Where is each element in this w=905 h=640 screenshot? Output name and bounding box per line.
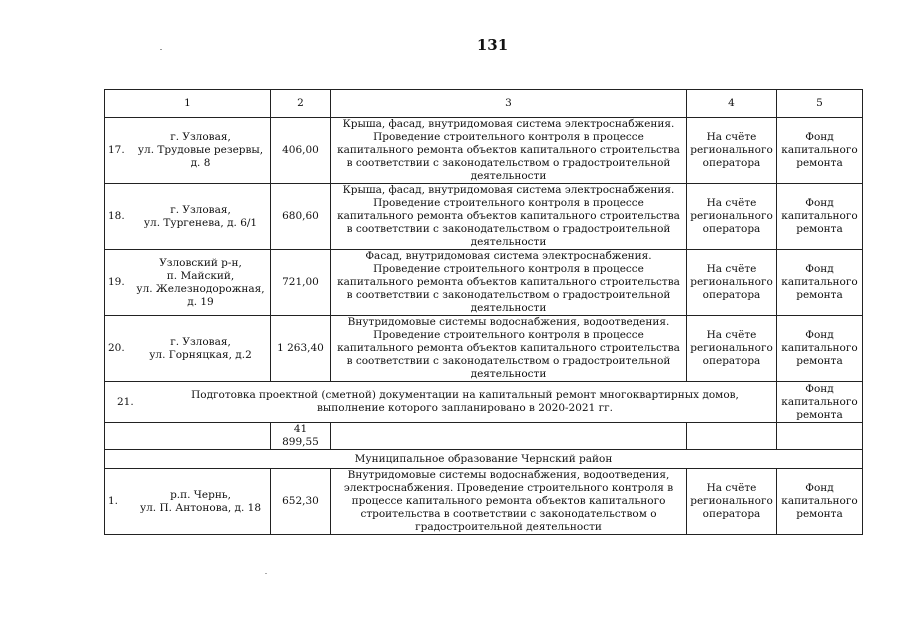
municipality-row xyxy=(105,450,863,469)
address-cell xyxy=(105,184,271,250)
fund-cell: Фонд капитального ремонта xyxy=(777,316,863,382)
works-cell: Крыша, фасад, внутридомовая система электроснабжения. Проведение строительного контроля в процессе капитального ремонта объектов капитального строительства в соответствии с законодательством о градостроительной деятельности xyxy=(331,118,687,184)
fund-cell: Фонд капитального ремонта xyxy=(777,184,863,250)
scan-speck xyxy=(265,573,267,574)
fund-cell: Фонд капитального ремонта xyxy=(777,382,863,423)
fund-cell: Фонд капитального ремонта xyxy=(777,118,863,184)
empty-cell xyxy=(331,423,687,450)
fund-cell: Фонд капитального ремонта xyxy=(777,250,863,316)
project-docs-text: Подготовка проектной (сметной) документации на капитальный ремонт многоквартирных домов, выполнение которого запланировано в 2020-2021 гг. xyxy=(191,389,739,414)
fund-cell: Фонд капитального ремонта xyxy=(777,469,863,535)
address-line: г. Узловая, xyxy=(170,131,231,143)
row-number: 17. xyxy=(108,144,125,156)
municipality-heading: Муниципальное образование Чернский район xyxy=(105,450,863,469)
column-number-header-row xyxy=(105,90,863,118)
table-row xyxy=(105,382,863,423)
address-cell xyxy=(105,250,271,316)
works-cell: Внутридомовые системы водоснабжения, водоотведения. Проведение строительного контроля в процессе капитального ремонта объектов капитального строительства в соответствии с законодательством о градостроительной деятельности xyxy=(331,316,687,382)
address-line: Узловский р-н, xyxy=(159,256,242,269)
address-line: г. Узловая, xyxy=(170,203,231,216)
project-docs-cell xyxy=(105,382,777,423)
empty-cell xyxy=(777,423,863,450)
account-cell: На счёте регионального оператора xyxy=(687,469,777,535)
address-line: п. Майский, xyxy=(166,269,235,282)
column-header-2: 2 xyxy=(271,90,331,118)
table-row xyxy=(105,118,863,184)
address-line: д. 8 xyxy=(190,157,211,169)
row-number: 20. xyxy=(108,342,125,354)
works-cell: Внутридомовые системы водоснабжения, водоотведения, электроснабжения. Проведение строительного контроля в процессе капитального ремонта объектов капитального строительства в соответствии с законодательством о градостроительной деятельности xyxy=(331,469,687,535)
page-number: 131 xyxy=(476,36,509,54)
account-cell: На счёте регионального оператора xyxy=(687,250,777,316)
works-cell: Фасад, внутридомовая система электроснабжения. Проведение строительного контроля в процессе капитального ремонта объектов капитального строительства в соответствии с законодательством о градостроительной деятельности xyxy=(331,250,687,316)
scan-speck xyxy=(160,49,162,50)
row-number: 19. xyxy=(108,276,125,288)
table-row xyxy=(105,316,863,382)
address-line: ул. Трудовые резервы, xyxy=(137,144,264,156)
address-cell xyxy=(105,118,271,184)
address-line: ул. П. Антонова, д. 18 xyxy=(139,501,262,514)
address-line: ул. Тургенева, д. 6/1 xyxy=(143,216,258,229)
table-row xyxy=(105,184,863,250)
total-label-cell xyxy=(105,423,271,450)
address-cell xyxy=(105,316,271,382)
total-row xyxy=(105,423,863,450)
column-header-4: 4 xyxy=(687,90,777,118)
works-cell: Крыша, фасад, внутридомовая система электроснабжения. Проведение строительного контроля в процессе капитального ремонта объектов капитального строительства в соответствии с законодательством о градостроительной деятельности xyxy=(331,184,687,250)
column-header-1: 1 xyxy=(105,90,271,118)
repair-program-table xyxy=(104,89,863,535)
table-row xyxy=(105,469,863,535)
cost-cell: 406,00 xyxy=(271,118,331,184)
row-number: 1. xyxy=(108,495,119,507)
column-header-5: 5 xyxy=(777,90,863,118)
column-header-3: 3 xyxy=(331,90,687,118)
cost-cell: 652,30 xyxy=(271,469,331,535)
total-sum: 41 899,55 xyxy=(271,423,331,450)
empty-cell xyxy=(687,423,777,450)
address-line: ул. Горняцкая, д.2 xyxy=(149,348,252,361)
address-line: р.п. Чернь, xyxy=(170,488,231,501)
cost-cell: 721,00 xyxy=(271,250,331,316)
table-row xyxy=(105,250,863,316)
address-cell xyxy=(105,469,271,535)
address-line: д. 19 xyxy=(187,295,214,308)
account-cell: На счёте регионального оператора xyxy=(687,184,777,250)
address-line: ул. Железнодорожная, xyxy=(136,282,265,295)
row-number: 21. xyxy=(117,395,134,408)
account-cell: На счёте регионального оператора xyxy=(687,316,777,382)
cost-cell: 1 263,40 xyxy=(271,316,331,382)
cost-cell: 680,60 xyxy=(271,184,331,250)
account-cell: На счёте регионального оператора xyxy=(687,118,777,184)
address-line: г. Узловая, xyxy=(170,335,231,348)
row-number: 18. xyxy=(108,210,125,222)
